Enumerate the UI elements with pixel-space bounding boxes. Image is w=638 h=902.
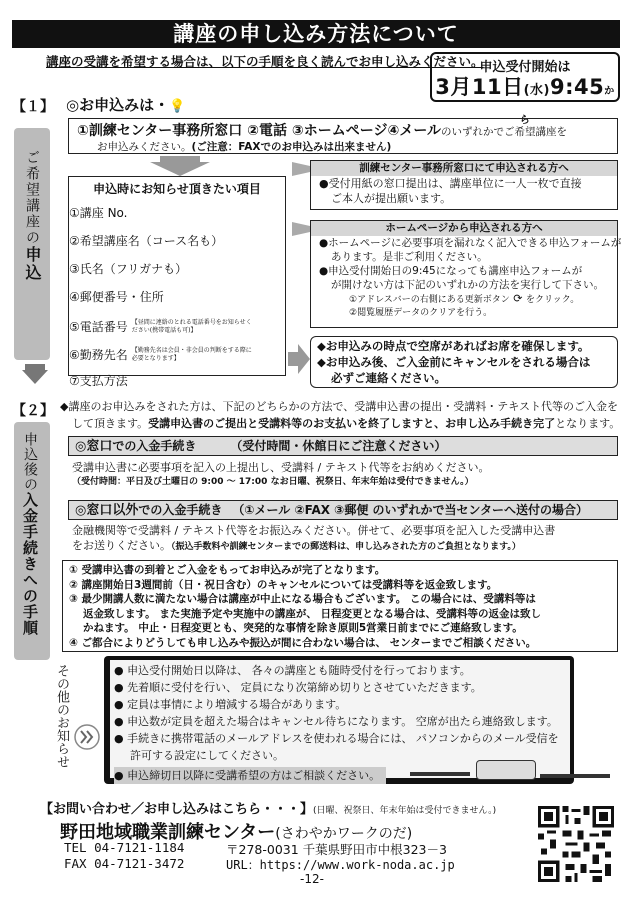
office-line: ●受付用紙の窓口提出は、講座単位に一人一枚で直接 — [319, 177, 582, 190]
website-url[interactable]: URL：https://www.work-noda.ac.jp — [226, 858, 455, 872]
notice-line: ● 申込受付開始日以降は、 各々の講座とも随時受付を行っております。 — [114, 664, 471, 677]
rule-line: 返金致します。 また実施予定や実施中の講座が、 日程変更となる場合は、受講料等の返金は致し — [83, 607, 541, 620]
tel-number: TEL 04-7121-1184 — [64, 840, 185, 855]
refresh-icon: ⟳ — [509, 292, 527, 305]
methods-box: ①訓練センター事務所窓口 ②電話 ③ホームページ④メールのいずれかでご希望講座を お申込みください。(ご注意：FAXでのお申込みは出来ません) — [68, 118, 618, 154]
web-line: ●ホームページに必要事項を漏れなく記入できる申込フォームが — [319, 237, 622, 249]
section2-intro: ◆講座のお申込みをされた方は、下記のどちらかの方法で、受講申込書の提出・受講料・テキスト代等のご入金を して頂きます。受講申込書のご提出と受講料等のお支払いを終了しますと、お申し込み手続き完了となります。 — [60, 400, 621, 430]
address: 〒278-0031 千葉県野田市中根323－3 — [226, 842, 447, 857]
rule-line: ④ ご都合によりどうしても申し込みや振込が間に合わない場合は、 センターまでご相談ください。 — [69, 636, 537, 649]
other-payment-text: 金融機関等で受講料 / テキスト代等をお振込みください。併せて、必要事項を記入した受講申込書 をお送りください。（振込手数料や訓練センターまでの郵送料は、申し込みされた方のご負担となります。） — [72, 524, 556, 552]
right-arrow-icon — [288, 344, 310, 374]
info-item: ⑤電話番号 【昼間に連絡のとれる電話番号をお知らせください(携帯電話も可)】 — [69, 319, 252, 334]
web-line: ●申込受付開始日の9:45になっても講座申込フォームが — [319, 265, 583, 277]
rule-line: ② 講座開始日3週間前（日・祝日含む）のキャンセルについては受講料等を返金致します。 — [69, 578, 498, 591]
info-item: ⑥勤務先名 【勤務先名は会員・非会員の判断をする際に必要となります】 — [69, 347, 252, 362]
down-arrow-icon — [22, 364, 48, 384]
web-title: ホームページから申込される方へ — [311, 221, 617, 236]
section3-side-label: その他のお知らせ — [54, 664, 69, 768]
section1-side-label: ご希望講座の申込 — [23, 150, 42, 282]
office-box — [310, 160, 618, 210]
rule-line: ③ 最少開講人数に満たない場合は講座が中止になる場合もございます。 この場合には、受講料等は — [69, 593, 536, 605]
page-title: 講座の申し込み方法について — [12, 20, 620, 48]
office-line: ご本人が提出願います。 — [331, 192, 452, 205]
page-subtitle: 講座の受講を希望する場合は、以下の手順を良く読んでお申し込みください。 — [46, 54, 484, 69]
web-box — [310, 220, 622, 328]
office-title: 訓練センター事務所窓口にて申込される方へ — [311, 161, 617, 176]
confirm-line: ◆お申込み後、ご入金前にキャンセルをされる場合は — [317, 355, 591, 369]
notice-line: 許可する設定にしてください。 — [130, 749, 284, 762]
section2-number: 【２】 — [12, 403, 54, 419]
start-date: 3月11日(水)9:45から — [435, 75, 615, 126]
info-items-title: 申込時にお知らせ頂きたい項目 — [93, 182, 261, 196]
notice-line: ● 先着順に受付を行い、 定員になり次第締め切りとさせていただきます。 — [114, 681, 482, 694]
rules-box — [62, 560, 618, 652]
section1-heading: ◎お申込みは・💡 — [66, 96, 186, 114]
section1-number: 【１】 — [12, 99, 54, 115]
info-item: ②希望講座名（コース名も） — [69, 234, 224, 248]
confirm-line: 必ずご連絡ください。 — [331, 371, 446, 385]
confirm-box — [310, 336, 618, 388]
qr-code-icon[interactable] — [538, 806, 614, 882]
web-line: あります。是非ご利用ください。 — [331, 251, 488, 263]
web-sub-line: ②閲覧履歴データのクリアを行う。 — [349, 308, 493, 318]
notice-line: ● 申込締切日以降に受講希望の方はご相談ください。 — [114, 767, 386, 784]
pen-icon — [410, 772, 470, 776]
window-payment-head: ◎窓口での入金手続き （受付時間・休館日にご注意ください） — [68, 436, 618, 456]
notice-line: ● 申込数が定員を超えた場合はキャンセル待ちになります。 空席が出たら連絡致します。 — [114, 715, 558, 728]
web-sub-line: ①アドレスバーの右側にある更新ボタン ⟳ をクリック。 — [349, 292, 580, 305]
info-items-box — [68, 176, 286, 388]
notice-line: ● 手続きに携帯電話のメールアドレスを使われる場合には、 パソコンからのメール受信を — [114, 732, 559, 745]
double-chevron-icon — [74, 724, 100, 750]
confirm-line: ◆お申込みの時点で空席があればお席を確保します。 — [317, 339, 590, 353]
pointer-arrow-icon — [292, 162, 310, 176]
info-item: ①講座 No. — [69, 206, 128, 220]
info-item: ④郵便番号・住所 — [69, 290, 164, 304]
start-label: 申込受付開始は — [479, 60, 571, 75]
window-payment-text: 受講申込書に必要事項を記入の上提出し、受講料 / テキスト代等をお納めください。 （受付時間：平日及び土曜日の 9:00 ～ 17:00 なお日曜、祝祭日、年末年始は受付できません。） — [72, 461, 490, 487]
pointer-arrow-icon — [292, 222, 310, 236]
fax-number: FAX 04-7121-3472 — [64, 856, 185, 871]
info-item: ⑦支払方法 — [69, 374, 128, 388]
desk-line — [540, 774, 610, 778]
mouse-icon — [476, 760, 536, 780]
work-note: 【勤務先名は会員・非会員の判断をする際に必要となります】 — [131, 347, 252, 362]
down-arrow-icon — [150, 156, 210, 176]
info-item: ③氏名（フリガナも） — [69, 262, 188, 276]
org-name-row: 野田地域職業訓練センター(さわやかワークのだ) — [60, 822, 413, 843]
rule-line: かねます。 中止・日程変更とも、突発的な事情を除き原則5営業日前までにご連絡致します。 — [83, 622, 523, 634]
page-number: -12- — [300, 872, 324, 886]
rule-line: ① 受講申込書の到着とご入金をもってお申込みが完了となります。 — [69, 564, 386, 576]
lightbulb-icon: 💡 — [169, 99, 186, 114]
other-payment-head: ◎窓口以外での入金手続き （①メール ②FAX ③郵便 のいずれかで当センターへ送付の場合） — [68, 500, 618, 520]
notice-line: ● 定員は事情により増減する場合があります。 — [114, 698, 347, 711]
phone-note: 【昼間に連絡のとれる電話番号をお知らせください(携帯電話も可)】 — [131, 319, 252, 334]
application-start-box — [430, 52, 620, 126]
web-line: が開けない方は下記のいずれかの方法を実行して下さい。 — [331, 279, 604, 291]
section2-side-label: 申込後の入金手続きへの手順 — [21, 432, 39, 636]
contact-heading: 【お問い合わせ／お申し込みはこちら・・・】(日曜、祝祭日、年末年始は受付できません。) — [40, 802, 497, 817]
